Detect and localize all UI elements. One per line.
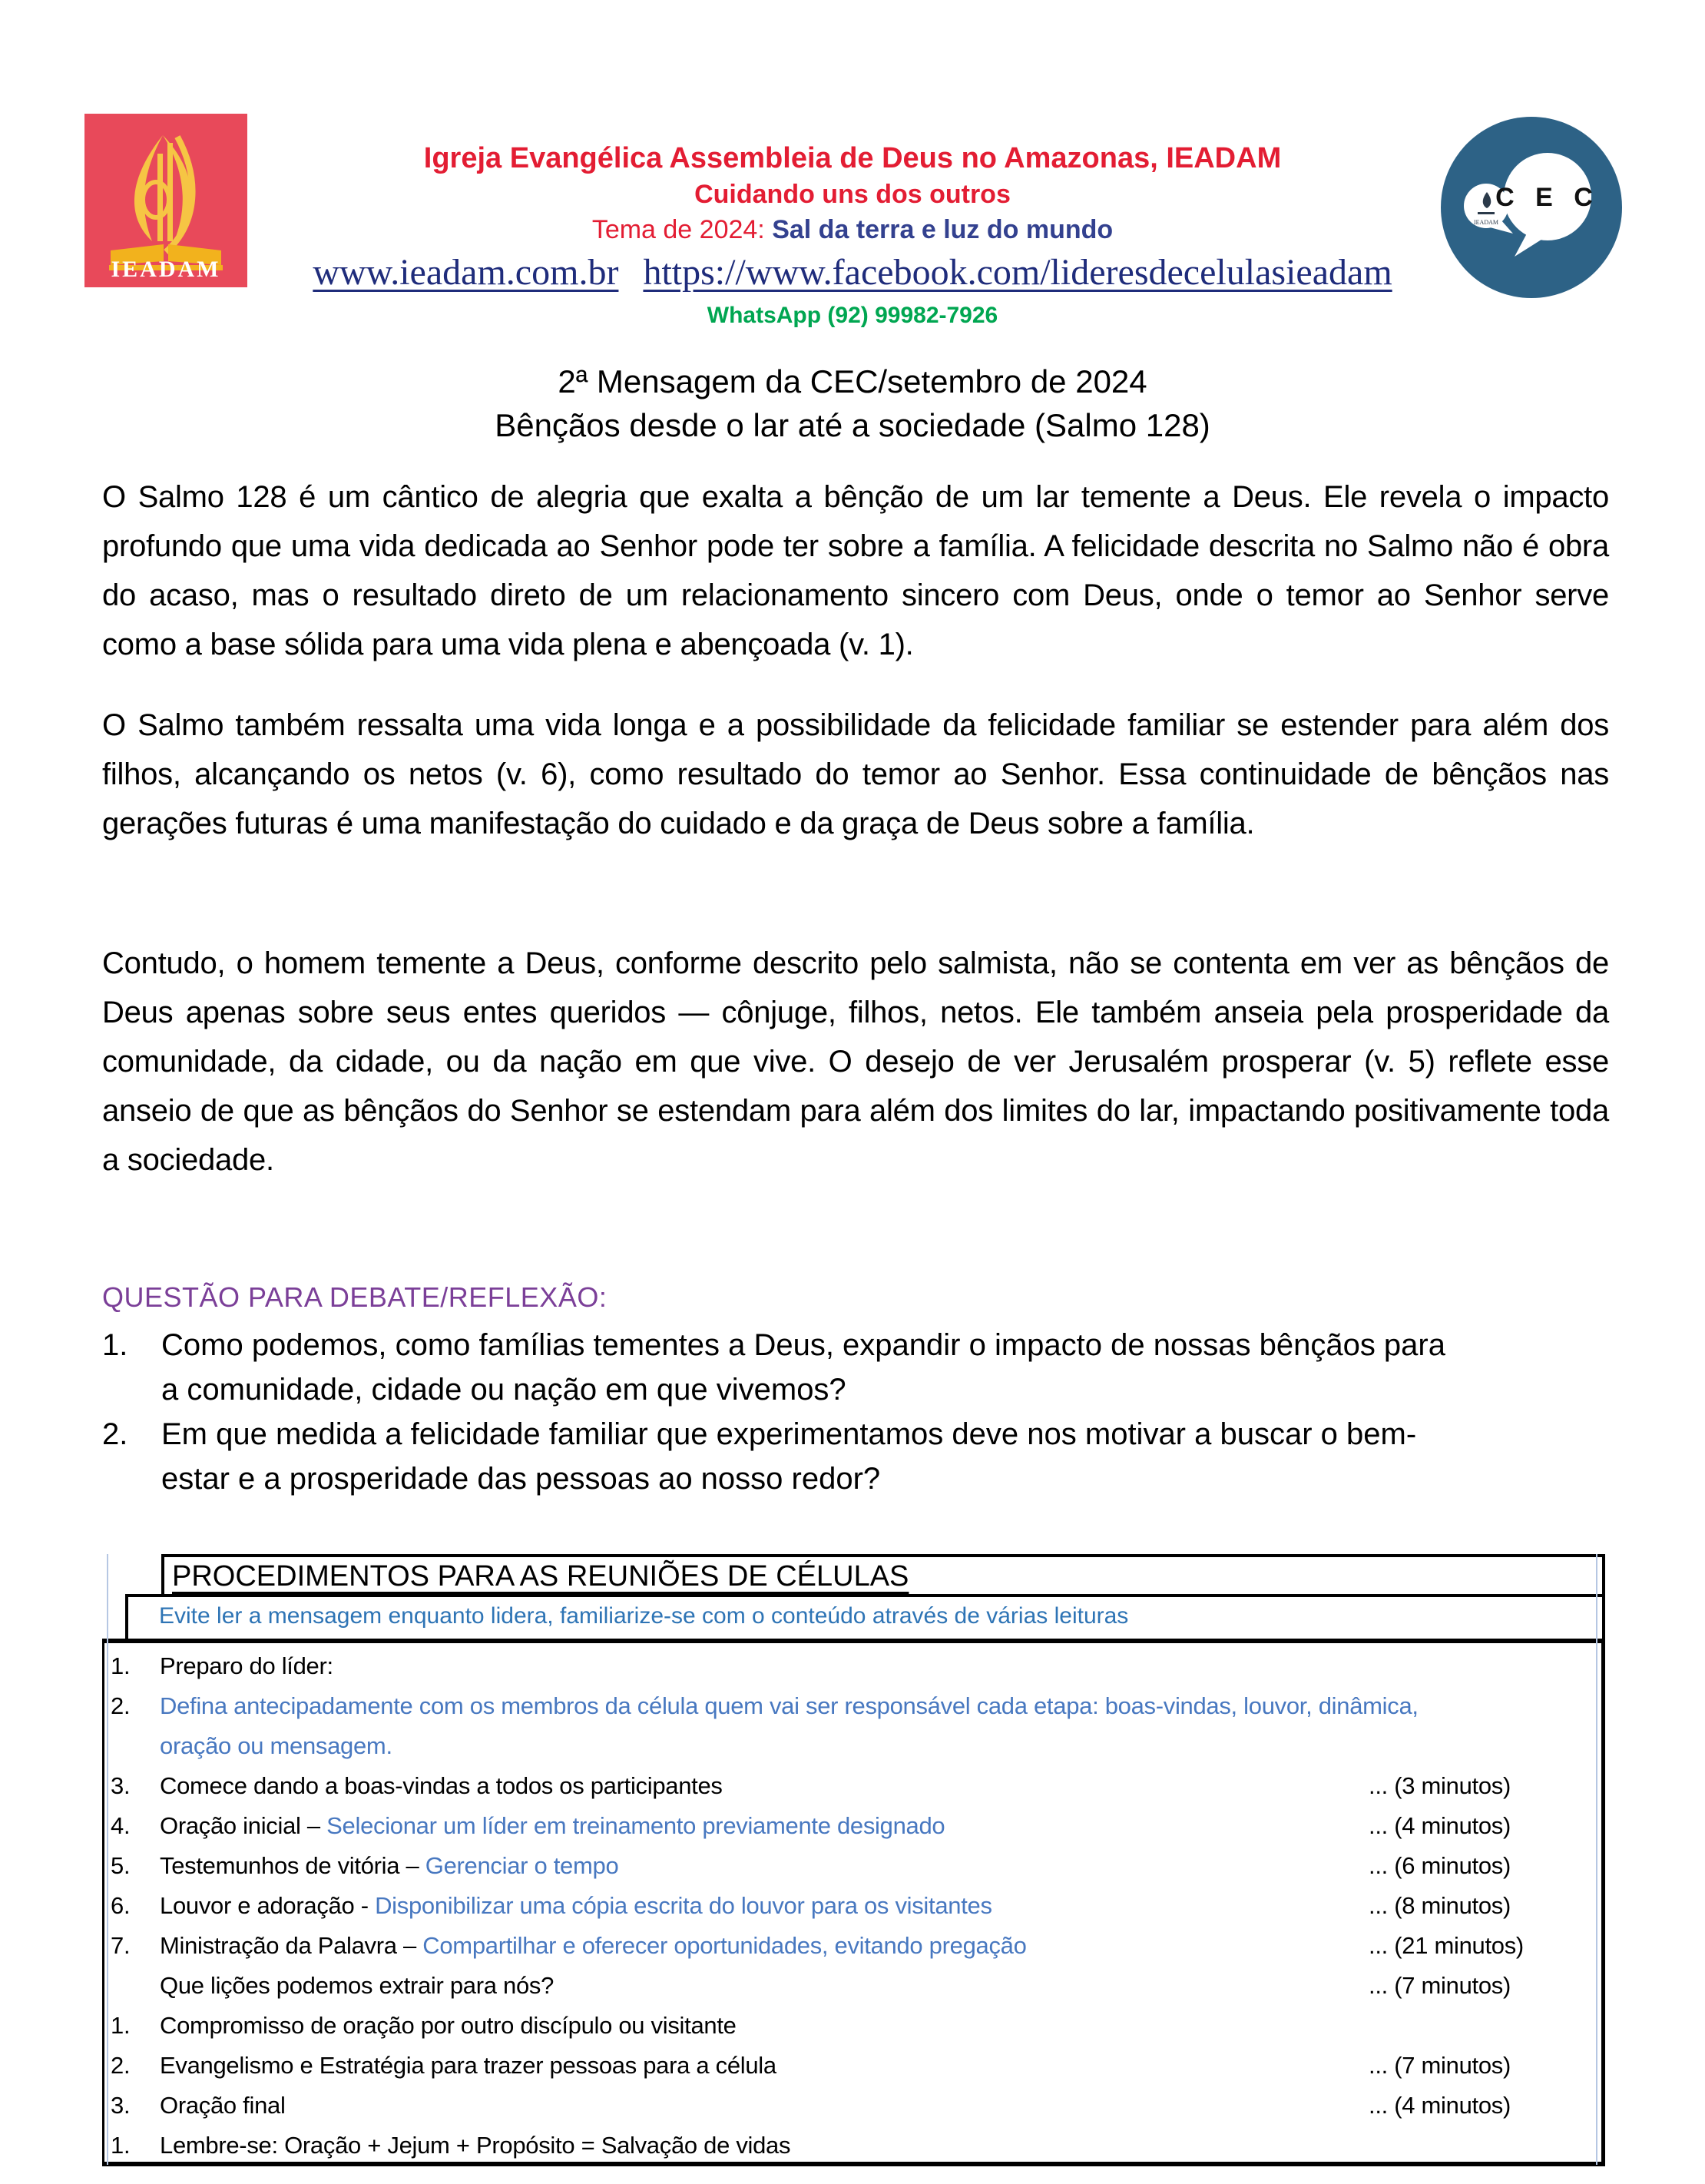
question-text: Como podemos, como famílias tementes a Deus, expandir o impacto de nossas bênçãos para [161, 1328, 1445, 1362]
procedure-row: 2. Defina antecipadamente com os membros da célula quem vai ser responsável cada etapa: boas-vindas, louvor, dinâmica, [111, 1692, 1419, 1719]
whatsapp-line: WhatsApp (92) 99982-7926 [707, 303, 998, 328]
org-name: Igreja Evangélica Assembleia de Deus no Amazonas, IEADAM [423, 142, 1282, 174]
procedure-row-continuation: oração ou mensagem. [160, 1732, 392, 1759]
procedures-title: PROCEDIMENTOS PARA AS REUNIÕES DE CÉLULAS [172, 1560, 909, 1592]
links-line [253, 247, 1452, 298]
document-title [0, 360, 1705, 447]
procedure-row: 1. Compromisso de oração por outro discípulo ou visitante [111, 2012, 737, 2039]
letterhead [253, 140, 1452, 333]
question-text: a comunidade, cidade ou nação em que vivemos? [161, 1373, 846, 1407]
table-grid-line-left [107, 1554, 108, 2165]
procedures-table [102, 1554, 1605, 2165]
website-link[interactable]: www.ieadam.com.br [313, 252, 619, 293]
theme-value: Sal da terra e luz do mundo [772, 215, 1114, 244]
procedure-row: 3. Comece dando a boas-vindas a todos os participantes ... (3 minutos) [111, 1772, 1511, 1799]
cec-logo [1441, 117, 1622, 298]
procedure-row: 5. Testemunhos de vitória – Gerenciar o tempo ... (6 minutos) [111, 1852, 1511, 1879]
paragraph-2: O Salmo também ressalta uma vida longa e a possibilidade da felicidade familiar se estender para além dos filhos, alcançando os netos (v. 6), como resultado do temor ao Senhor. Essa continuidade de bênçãos nas gerações futuras é uma manifestação do cuidado e da graça de Deus sobre a família. [102, 708, 1609, 840]
procedure-row: 2. Evangelismo e Estratégia para trazer pessoas para a célula ... (7 minutos) [111, 2052, 1511, 2079]
ieadam-logo [84, 114, 247, 287]
cec-mini-ieadam-text: IEADAM [1474, 219, 1498, 226]
procedure-row: 4. Oração inicial – Selecionar um líder em treinamento previamente designado ... (4 minutos) [111, 1812, 1511, 1839]
question-text: estar e a prosperidade das pessoas ao nosso redor? [161, 1462, 881, 1496]
org-tagline: Cuidando uns dos outros [694, 180, 1011, 209]
procedure-row: Que lições podemos extrair para nós? ... (7 minutos) [160, 1972, 1511, 1999]
cec-speech-bubble-icon [1441, 117, 1622, 298]
facebook-link[interactable]: https://www.facebook.com/lideresdecelulasieadam [643, 252, 1392, 293]
debate-question-2 [102, 1412, 1609, 1501]
procedures-title-box [161, 1554, 1605, 1597]
procedures-notice-box [125, 1594, 1605, 1642]
title-line-1: 2ª Mensagem da CEC/setembro de 2024 [558, 363, 1147, 399]
procedure-row: 1. Lembre-se: Oração + Jejum + Propósito = Salvação de vidas [111, 2132, 791, 2159]
procedure-row: 7. Ministração da Palavra – Compartilhar e oferecer oportunidades, evitando pregação ... (21 minutos) [111, 1932, 1524, 1959]
debate-heading: QUESTÃO PARA DEBATE/REFLEXÃO: [102, 1281, 608, 1313]
table-grid-line-right [1596, 1554, 1597, 2165]
title-line-2: Bênçãos desde o lar até a sociedade (Salmo 128) [495, 407, 1210, 443]
question-number: 2. [102, 1417, 128, 1451]
paragraph-3: Contudo, o homem temente a Deus, conforme descrito pelo salmista, não se contenta em ver as bênçãos de Deus apenas sobre seus entes queridos — cônjuge, filhos, netos. Ele também anseia pela prosperidade da comunidade, da cidade, ou da nação em que vive. O desejo de ver Jerusalém prosperar (v. 5) reflete esse anseio de que as bênçãos do Senhor se estendam para além dos limites do lar, impactando positivamente toda a sociedade. [102, 946, 1609, 1177]
paragraph-1: O Salmo 128 é um cântico de alegria que exalta a bênção de um lar temente a Deus. Ele revela o impacto profundo que uma vida dedicada ao Senhor pode ter sobre a família. A felicidade descrita no Salmo não é obra do acaso, mas o resultado direto de um relacionamento sincero com Deus, onde o temor ao Senhor serve como a base sólida para uma vida plena e abençoada (v. 1). [102, 480, 1609, 661]
debate-question-1 [102, 1323, 1609, 1412]
theme-line [253, 212, 1452, 247]
procedure-row: 6. Louvor e adoração - Disponibilizar uma cópia escrita do louvor para os visitantes ... (8 minutos) [111, 1892, 1511, 1919]
procedure-row: 3. Oração final ... (4 minutos) [111, 2092, 1511, 2119]
question-text: Em que medida a felicidade familiar que experimentamos deve nos motivar a buscar o bem- [161, 1417, 1417, 1451]
debate-question-list [102, 1323, 1609, 1501]
ieadam-logo-text: IEADAM [111, 257, 221, 282]
theme-label: Tema de 2024: [591, 215, 765, 244]
procedures-notice: Evite ler a mensagem enquanto lidera, familiarize-se com o conteúdo através de várias leituras [159, 1603, 1129, 1629]
procedure-row: 1. Preparo do líder: [111, 1652, 333, 1679]
cec-logo-text: C E C [1495, 183, 1600, 212]
question-number: 1. [102, 1328, 128, 1362]
procedures-list-box [102, 1639, 1605, 2166]
